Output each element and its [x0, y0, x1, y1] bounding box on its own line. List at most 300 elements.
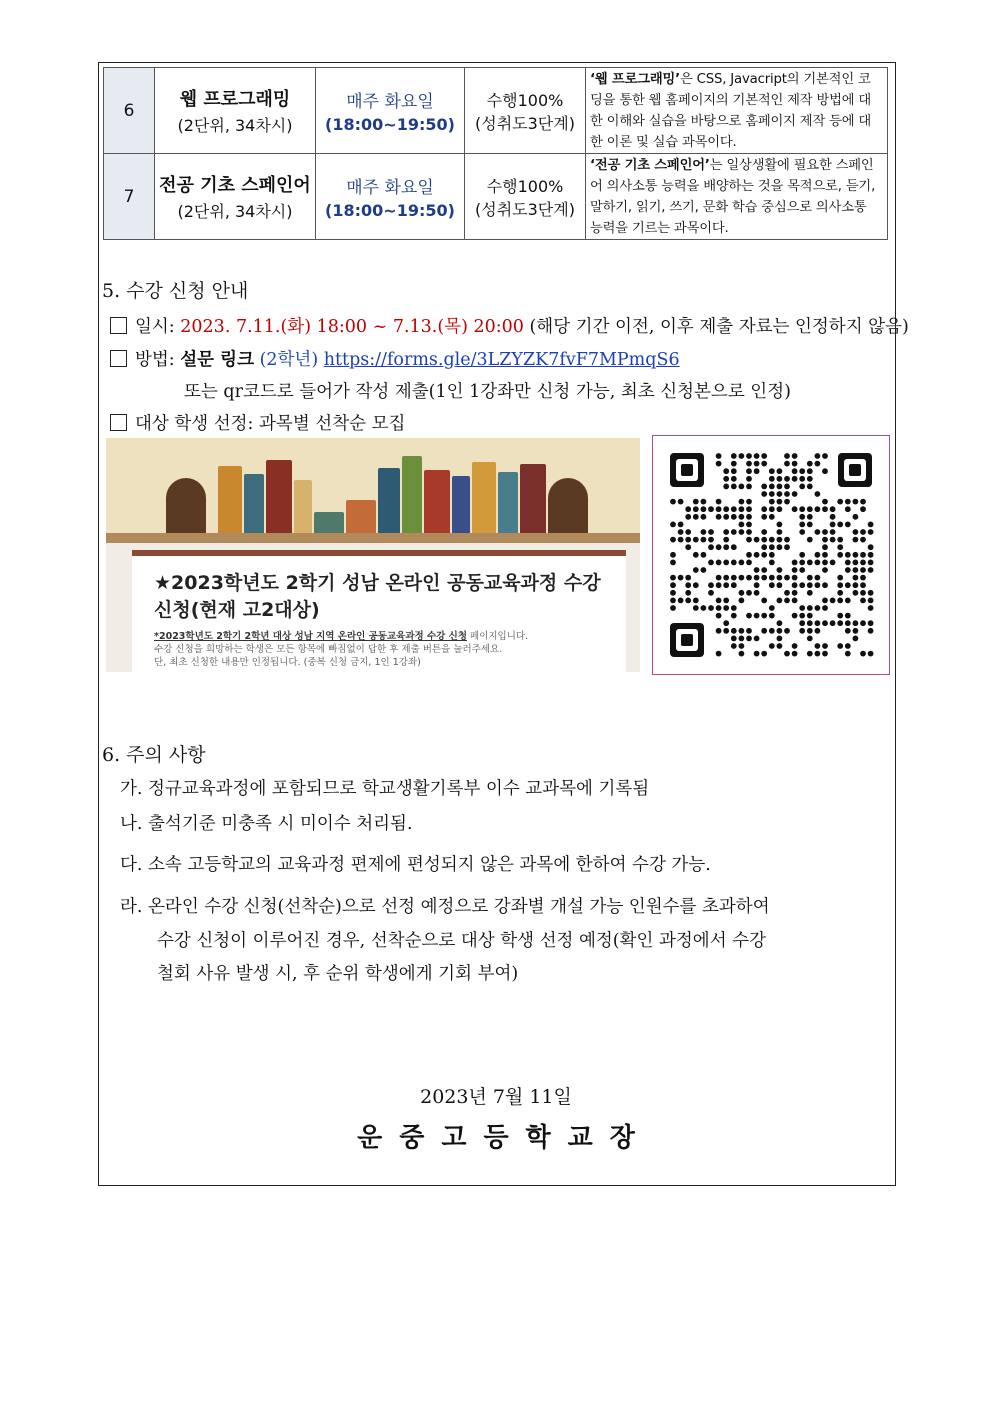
- survey-card: [132, 550, 626, 672]
- qr-module: [860, 620, 866, 626]
- qr-module: [761, 461, 767, 467]
- qr-module: [868, 529, 874, 535]
- qr-module: [799, 560, 805, 566]
- qr-module: [731, 643, 737, 649]
- qr-module: [670, 598, 676, 604]
- document-date: 2023년 7월 11일: [420, 1086, 572, 1108]
- qr-module: [868, 605, 874, 611]
- qr-module: [723, 582, 729, 588]
- qr-module: [769, 613, 775, 619]
- qr-module: [716, 605, 722, 611]
- qr-module: [693, 598, 699, 604]
- qr-module: [860, 529, 866, 535]
- period-note: (해당 기간 이전, 이후 제출 자료는 인정하지 않음): [523, 317, 909, 337]
- qr-module: [837, 613, 843, 619]
- qr-module: [670, 575, 676, 581]
- survey-link[interactable]: https://forms.gle/3LZYZK7fvF7MPmqS6: [323, 350, 680, 370]
- shelf-divider: [106, 533, 640, 543]
- qr-module: [739, 560, 745, 566]
- qr-module: [739, 598, 745, 604]
- qr-module: [678, 575, 684, 581]
- qr-module: [754, 590, 760, 596]
- qr-module: [777, 506, 783, 512]
- checkbox-icon: [110, 317, 127, 334]
- qr-module: [777, 468, 783, 474]
- qr-module: [792, 613, 798, 619]
- qr-module: [777, 529, 783, 535]
- qr-module: [853, 567, 859, 573]
- qr-module: [761, 567, 767, 573]
- qr-module: [746, 628, 752, 634]
- qr-module: [807, 590, 813, 596]
- course-description: [586, 68, 888, 154]
- qr-module: [739, 514, 745, 520]
- qr-module: [701, 514, 707, 520]
- book-icon: [520, 464, 546, 540]
- qr-module: [777, 643, 783, 649]
- qr-module: [739, 529, 745, 535]
- qr-module: [792, 468, 798, 474]
- qr-module: [754, 575, 760, 581]
- qr-module: [792, 651, 798, 657]
- qr-module: [822, 499, 828, 505]
- qr-module: [822, 506, 828, 512]
- qr-module: [799, 484, 805, 490]
- qr-module: [845, 628, 851, 634]
- qr-module: [716, 582, 722, 588]
- qr-module: [815, 651, 821, 657]
- qr-module: [731, 476, 737, 482]
- section-5-title: 5. 수강 신청 안내: [102, 280, 249, 302]
- qr-module: [685, 529, 691, 535]
- checkbox-icon: [110, 350, 127, 367]
- course-name: 웹 프로그래밍: [179, 89, 291, 110]
- qr-module: [701, 552, 707, 558]
- qr-module: [860, 499, 866, 505]
- qr-module: [761, 598, 767, 604]
- period-line: [110, 313, 909, 338]
- notice-item-continued: 철회 사유 발생 시, 후 순위 학생에게 기회 부여): [157, 964, 519, 984]
- qr-module: [784, 598, 790, 604]
- qr-module: [777, 484, 783, 490]
- qr-module: [685, 575, 691, 581]
- qr-module: [761, 613, 767, 619]
- qr-module: [723, 468, 729, 474]
- qr-module: [754, 552, 760, 558]
- qr-module: [815, 628, 821, 634]
- evaluation-scale: (성취도3단계): [475, 199, 575, 219]
- qr-module: [845, 651, 851, 657]
- course-number: 6: [104, 68, 155, 154]
- book-icon: [378, 468, 400, 540]
- book-icon: [244, 474, 264, 540]
- qr-module: [746, 476, 752, 482]
- qr-module: [837, 522, 843, 528]
- qr-module: [746, 560, 752, 566]
- qr-module: [784, 544, 790, 550]
- qr-module: [685, 506, 691, 512]
- qr-module: [860, 552, 866, 558]
- qr-module: [799, 567, 805, 573]
- qr-module: [799, 613, 805, 619]
- qr-module: [708, 582, 714, 588]
- qr-module: [761, 575, 767, 581]
- qr-module: [868, 522, 874, 528]
- qr-module: [731, 529, 737, 535]
- qr-module: [807, 522, 813, 528]
- qr-module: [807, 537, 813, 543]
- qr-module: [830, 522, 836, 528]
- qr-module: [754, 651, 760, 657]
- qr-module: [837, 552, 843, 558]
- qr-module: [769, 499, 775, 505]
- qr-module: [723, 560, 729, 566]
- survey-note-line-3: 단, 최초 신청한 내용만 인정됩니다. (중복 신청 금지, 1인 1강좌): [154, 657, 421, 668]
- qr-module: [792, 476, 798, 482]
- qr-module: [860, 506, 866, 512]
- qr-module: [678, 598, 684, 604]
- qr-module: [754, 582, 760, 588]
- qr-module: [693, 506, 699, 512]
- course-number: 7: [104, 154, 155, 240]
- qr-module: [830, 514, 836, 520]
- qr-module: [746, 461, 752, 467]
- bookend-icon: [548, 478, 588, 540]
- book-icon: [402, 456, 422, 540]
- qr-module: [777, 636, 783, 642]
- description-text: 은 CSS, Javacript의 기본적인 코딩을 통한 웹 홈페이지의 기본적인 제작 방법에 대한 이해와 실습을 바탕으로 홈페이지 제작 등에 대한 이론 및 실습 과목이다.: [590, 71, 872, 150]
- evaluation-scale: (성취도3단계): [475, 113, 575, 133]
- description-text: 는 일상생활에 필요한 스페인어 의사소통 능력을 배양하는 것을 목적으로, 듣기, 말하기, 읽기, 쓰기, 문화 학습 중심으로 의사소통 능력을 기르는 과목이다.: [590, 157, 876, 236]
- qr-module: [799, 506, 805, 512]
- qr-module: [731, 544, 737, 550]
- qr-module: [769, 552, 775, 558]
- qr-module: [761, 537, 767, 543]
- qr-module: [815, 582, 821, 588]
- qr-module: [860, 582, 866, 588]
- qr-module: [837, 620, 843, 626]
- selection-text: 대상 학생 선정: 과목별 선착순 모집: [135, 414, 406, 434]
- table-row: [104, 68, 888, 154]
- qr-module: [822, 560, 828, 566]
- method-label: 방법:: [135, 350, 181, 370]
- qr-module: [716, 613, 722, 619]
- qr-module: [708, 590, 714, 596]
- qr-module: [716, 544, 722, 550]
- qr-module: [731, 461, 737, 467]
- qr-module: [860, 537, 866, 543]
- qr-module: [723, 544, 729, 550]
- qr-module: [837, 575, 843, 581]
- qr-module: [822, 544, 828, 550]
- qr-module: [731, 560, 737, 566]
- qr-module: [769, 575, 775, 581]
- qr-module: [815, 552, 821, 558]
- qr-module: [693, 499, 699, 505]
- qr-module: [678, 529, 684, 535]
- qr-module: [769, 491, 775, 497]
- qr-module: [723, 537, 729, 543]
- qr-module: [784, 499, 790, 505]
- qr-module: [670, 522, 676, 528]
- qr-module: [845, 560, 851, 566]
- qr-module: [784, 476, 790, 482]
- section-6-title: 6. 주의 사항: [102, 744, 206, 766]
- qr-module: [685, 598, 691, 604]
- qr-module: [868, 544, 874, 550]
- qr-module: [853, 537, 859, 543]
- course-schedule: [316, 154, 465, 240]
- qr-module: [739, 575, 745, 581]
- selection-line: [110, 410, 405, 435]
- qr-module: [853, 590, 859, 596]
- qr-module: [716, 514, 722, 520]
- qr-code-box[interactable]: [652, 435, 890, 675]
- qr-module: [708, 544, 714, 550]
- qr-module: [685, 582, 691, 588]
- qr-module: [830, 529, 836, 535]
- qr-module: [868, 628, 874, 634]
- book-icon: [452, 476, 470, 540]
- qr-module: [792, 575, 798, 581]
- qr-module: [799, 628, 805, 634]
- qr-module: [670, 537, 676, 543]
- qr-module: [845, 582, 851, 588]
- qr-module: [716, 598, 722, 604]
- qr-module: [723, 514, 729, 520]
- qr-module: [746, 499, 752, 505]
- qr-module: [807, 506, 813, 512]
- qr-module: [739, 636, 745, 642]
- qr-module: [837, 499, 843, 505]
- qr-module: [845, 613, 851, 619]
- course-units: (2단위, 34차시): [177, 202, 293, 221]
- qr-module: [761, 529, 767, 535]
- notice-item: 다. 소속 고등학교의 교육과정 편제에 편성되지 않은 과목에 한하여 수강 가능.: [120, 855, 711, 875]
- qr-module: [853, 582, 859, 588]
- qr-module: [746, 514, 752, 520]
- qr-module: [860, 567, 866, 573]
- qr-module: [723, 506, 729, 512]
- qr-module: [807, 628, 813, 634]
- qr-module: [701, 537, 707, 543]
- qr-module: [815, 605, 821, 611]
- notice-item: 라. 온라인 수강 신청(선착순)으로 선정 예정으로 강좌별 개설 가능 인원수를 초과하여: [120, 897, 770, 917]
- qr-module: [822, 453, 828, 459]
- survey-note-rest: 페이지입니다.: [467, 631, 529, 642]
- qr-module: [784, 537, 790, 543]
- qr-module: [807, 582, 813, 588]
- qr-module: [853, 575, 859, 581]
- qr-module: [822, 529, 828, 535]
- qr-module: [853, 560, 859, 566]
- qr-module: [746, 453, 752, 459]
- course-evaluation: [465, 68, 586, 154]
- qr-module: [685, 537, 691, 543]
- qr-module: [784, 453, 790, 459]
- survey-note-line-2: 수강 신청을 희망하는 학생은 모든 항목에 빠짐없이 답한 후 제출 버튼을 눌러주세요.: [154, 644, 503, 655]
- qr-module: [723, 605, 729, 611]
- qr-module: [678, 537, 684, 543]
- evaluation-type: 수행100%: [486, 176, 564, 196]
- qr-module: [716, 560, 722, 566]
- qr-module: [807, 636, 813, 642]
- qr-module: [754, 468, 760, 474]
- qr-module: [830, 620, 836, 626]
- qr-module: [822, 598, 828, 604]
- qr-module: [746, 522, 752, 528]
- book-icon: [424, 470, 450, 540]
- qr-module: [807, 560, 813, 566]
- schedule-time: (18:00~19:50): [325, 201, 455, 220]
- qr-module: [701, 506, 707, 512]
- qr-module: [837, 537, 843, 543]
- qr-module: [769, 476, 775, 482]
- course-name-cell: [155, 154, 316, 240]
- qr-module: [761, 514, 767, 520]
- qr-module: [731, 628, 737, 634]
- qr-module: [777, 582, 783, 588]
- qr-module: [868, 620, 874, 626]
- qr-module: [815, 453, 821, 459]
- qr-module: [769, 484, 775, 490]
- qr-module: [868, 552, 874, 558]
- qr-module: [739, 453, 745, 459]
- qr-module: [777, 620, 783, 626]
- qr-module: [807, 613, 813, 619]
- method-line: [110, 346, 680, 371]
- qr-module: [723, 628, 729, 634]
- qr-module: [845, 598, 851, 604]
- qr-module: [868, 560, 874, 566]
- qr-module: [853, 499, 859, 505]
- qr-module: [837, 544, 843, 550]
- qr-module: [807, 620, 813, 626]
- qr-module: [815, 620, 821, 626]
- qr-module: [792, 506, 798, 512]
- qr-module: [761, 552, 767, 558]
- qr-module: [815, 461, 821, 467]
- qr-module: [784, 651, 790, 657]
- qr-module: [792, 453, 798, 459]
- qr-module: [807, 468, 813, 474]
- qr-module: [807, 575, 813, 581]
- qr-module: [769, 582, 775, 588]
- schedule-day: 매주 화요일: [346, 92, 434, 112]
- qr-module: [815, 506, 821, 512]
- qr-module: [837, 643, 843, 649]
- qr-module: [807, 651, 813, 657]
- qr-module: [761, 491, 767, 497]
- qr-code-icon: [653, 436, 889, 674]
- qr-module: [815, 491, 821, 497]
- method-line-2: 또는 qr코드로 들어가 작성 제출(1인 1강좌만 신청 가능, 최초 신청본으로 인정): [184, 382, 791, 402]
- qr-module: [754, 537, 760, 543]
- qr-module: [716, 499, 722, 505]
- qr-module: [670, 590, 676, 596]
- qr-module: [777, 567, 783, 573]
- qr-module: [708, 537, 714, 543]
- qr-module: [845, 499, 851, 505]
- bookend-icon: [166, 478, 206, 540]
- qr-module: [670, 499, 676, 505]
- qr-module: [853, 628, 859, 634]
- qr-module: [754, 461, 760, 467]
- qr-module: [685, 514, 691, 520]
- qr-module: [693, 552, 699, 558]
- qr-module: [701, 499, 707, 505]
- course-name: 전공 기초 스페인어: [159, 175, 311, 196]
- evaluation-type: 수행100%: [486, 90, 564, 110]
- qr-module: [822, 643, 828, 649]
- qr-module: [746, 537, 752, 543]
- qr-module: [761, 453, 767, 459]
- qr-module: [739, 506, 745, 512]
- notice-item: 가. 정규교육과정에 포함되므로 학교생활기록부 이수 교과목에 기록됨: [120, 779, 650, 799]
- qr-module: [716, 506, 722, 512]
- qr-module: [777, 598, 783, 604]
- qr-module: [670, 582, 676, 588]
- qr-module: [754, 613, 760, 619]
- qr-module: [739, 522, 745, 528]
- qr-module: [716, 651, 722, 657]
- book-icon: [266, 460, 292, 540]
- qr-module: [746, 613, 752, 619]
- qr-module: [739, 499, 745, 505]
- qr-module: [799, 620, 805, 626]
- qr-module: [845, 567, 851, 573]
- qr-module: [822, 468, 828, 474]
- book-icon: [294, 480, 312, 540]
- survey-title: ★2023학년도 2학기 성남 온라인 공동교육과정 수강 신청(현재 고2대상): [154, 572, 601, 621]
- qr-module: [799, 605, 805, 611]
- qr-module: [739, 643, 745, 649]
- qr-module: [792, 560, 798, 566]
- description-title: ‘전공 기초 스페인어’: [590, 157, 710, 173]
- qr-module: [815, 560, 821, 566]
- qr-module: [685, 590, 691, 596]
- qr-module: [868, 598, 874, 604]
- qr-module: [731, 506, 737, 512]
- qr-module: [723, 476, 729, 482]
- qr-module: [754, 636, 760, 642]
- qr-module: [701, 529, 707, 535]
- qr-module: [822, 605, 828, 611]
- qr-module: [746, 506, 752, 512]
- qr-module: [830, 537, 836, 543]
- qr-module: [746, 484, 752, 490]
- survey-note: [154, 630, 624, 669]
- qr-module: [822, 620, 828, 626]
- qr-module: [693, 582, 699, 588]
- qr-module: [769, 643, 775, 649]
- qr-module: [807, 476, 813, 482]
- qr-module: [792, 461, 798, 467]
- qr-module: [815, 575, 821, 581]
- qr-module: [746, 636, 752, 642]
- qr-module: [792, 590, 798, 596]
- qr-module: [731, 484, 737, 490]
- method-grade: (2학년): [254, 350, 324, 370]
- qr-module: [754, 453, 760, 459]
- qr-module: [784, 628, 790, 634]
- qr-module: [777, 499, 783, 505]
- qr-module: [754, 567, 760, 573]
- qr-module: [716, 575, 722, 581]
- qr-module: [731, 613, 737, 619]
- qr-module: [746, 468, 752, 474]
- qr-module: [693, 567, 699, 573]
